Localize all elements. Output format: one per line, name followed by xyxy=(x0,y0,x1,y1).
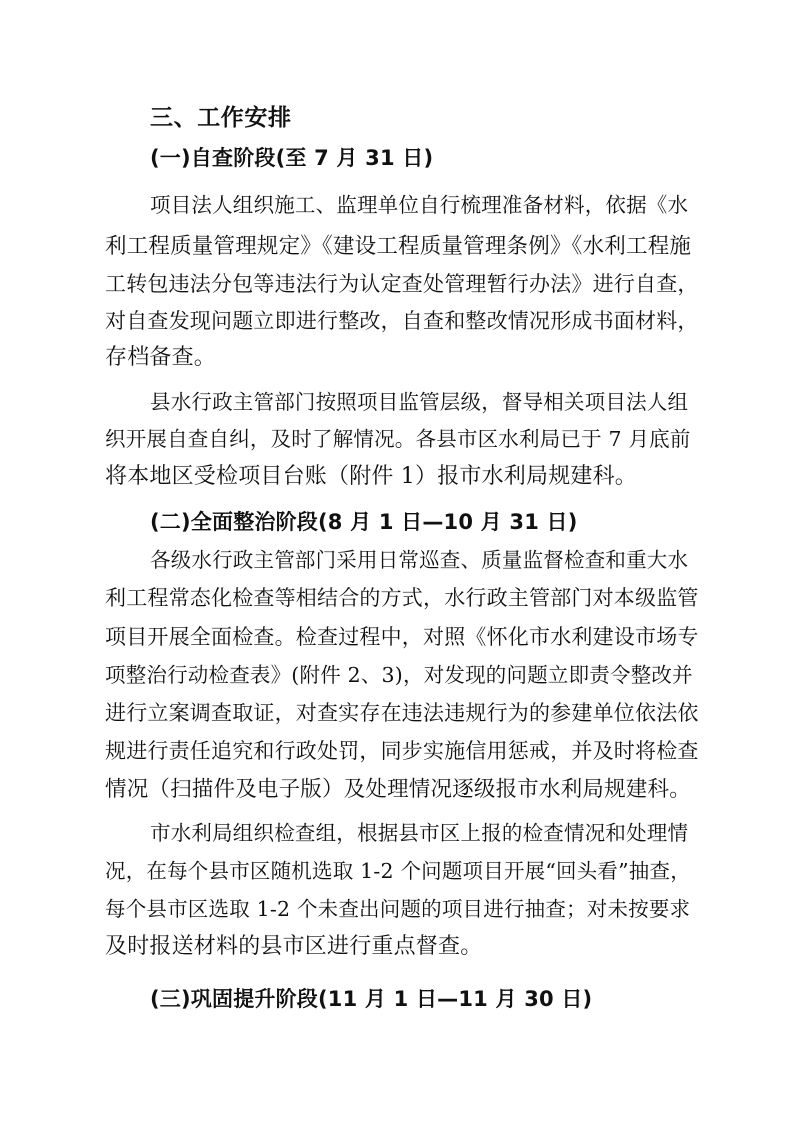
text-line: 利工程质量管理规定》《建设工程质量管理条例》《水利工程施 xyxy=(105,234,692,259)
text-line: 规进行责任追究和行政处罚，同步实施信用惩戒，并及时将检查 xyxy=(105,739,699,763)
phase1-heading: (一)自查阶段(至 7 月 31 日) xyxy=(150,146,434,170)
text-line: 将本地区受检项目台账（附件 1）报市水利局规建科。 xyxy=(105,464,637,489)
text-line: 项目开展全面检查。检查过程中，对照《怀化市水利建设市场专 xyxy=(105,625,699,649)
text-line: 各级水行政主管部门采用日常巡查、质量监督检查和重大水 xyxy=(150,548,689,572)
text-line: 市水利局组织检查组，根据县市区上报的检查情况和处理情 xyxy=(150,821,689,845)
text-line: 进行立案调查取证，对查实存在违法违规行为的参建单位依法依 xyxy=(105,701,699,725)
text-line: 织开展自查自纠，及时了解情况。各县市区水利局已于 7 月底前 xyxy=(105,427,691,451)
text-line: 县水行政主管部门按照项目监管层级，督导相关项目法人组 xyxy=(150,390,689,414)
text-line: 利工程常态化检查等相结合的方式，水行政主管部门对本级监管 xyxy=(105,586,699,610)
text-line: 每个县市区选取 1-2 个未查出问题的项目进行抽查；对未按要求 xyxy=(105,897,691,921)
text-line: 存档备查。 xyxy=(105,345,217,370)
section-title: 三、工作安排 xyxy=(150,105,292,131)
text-line: 况，在每个县市区随机选取 1-2 个问题项目开展“回头看”抽查， xyxy=(105,859,691,883)
text-line: 项目法人组织施工、监理单位自行梳理准备材料，依据《水 xyxy=(150,193,689,217)
phase2-heading: (二)全面整治阶段(8 月 1 日—10 月 31 日) xyxy=(150,510,578,534)
text-line: 情况（扫描件及电子版）及处理情况逐级报市水利局规建科。 xyxy=(105,777,691,802)
text-line: 工转包违法分包等违法行为认定查处管理暂行办法》进行自查， xyxy=(105,272,699,296)
text-line: 对自查发现问题立即进行整改，自查和整改情况形成书面材料， xyxy=(105,309,699,333)
phase3-heading: (三)巩固提升阶段(11 月 1 日—11 月 30 日) xyxy=(150,987,593,1011)
text-line: 及时报送材料的县市区进行重点督查。 xyxy=(105,934,483,959)
text-line: 项整治行动检查表》(附件 2、3)，对发现的问题立即责令整改并 xyxy=(105,663,693,687)
